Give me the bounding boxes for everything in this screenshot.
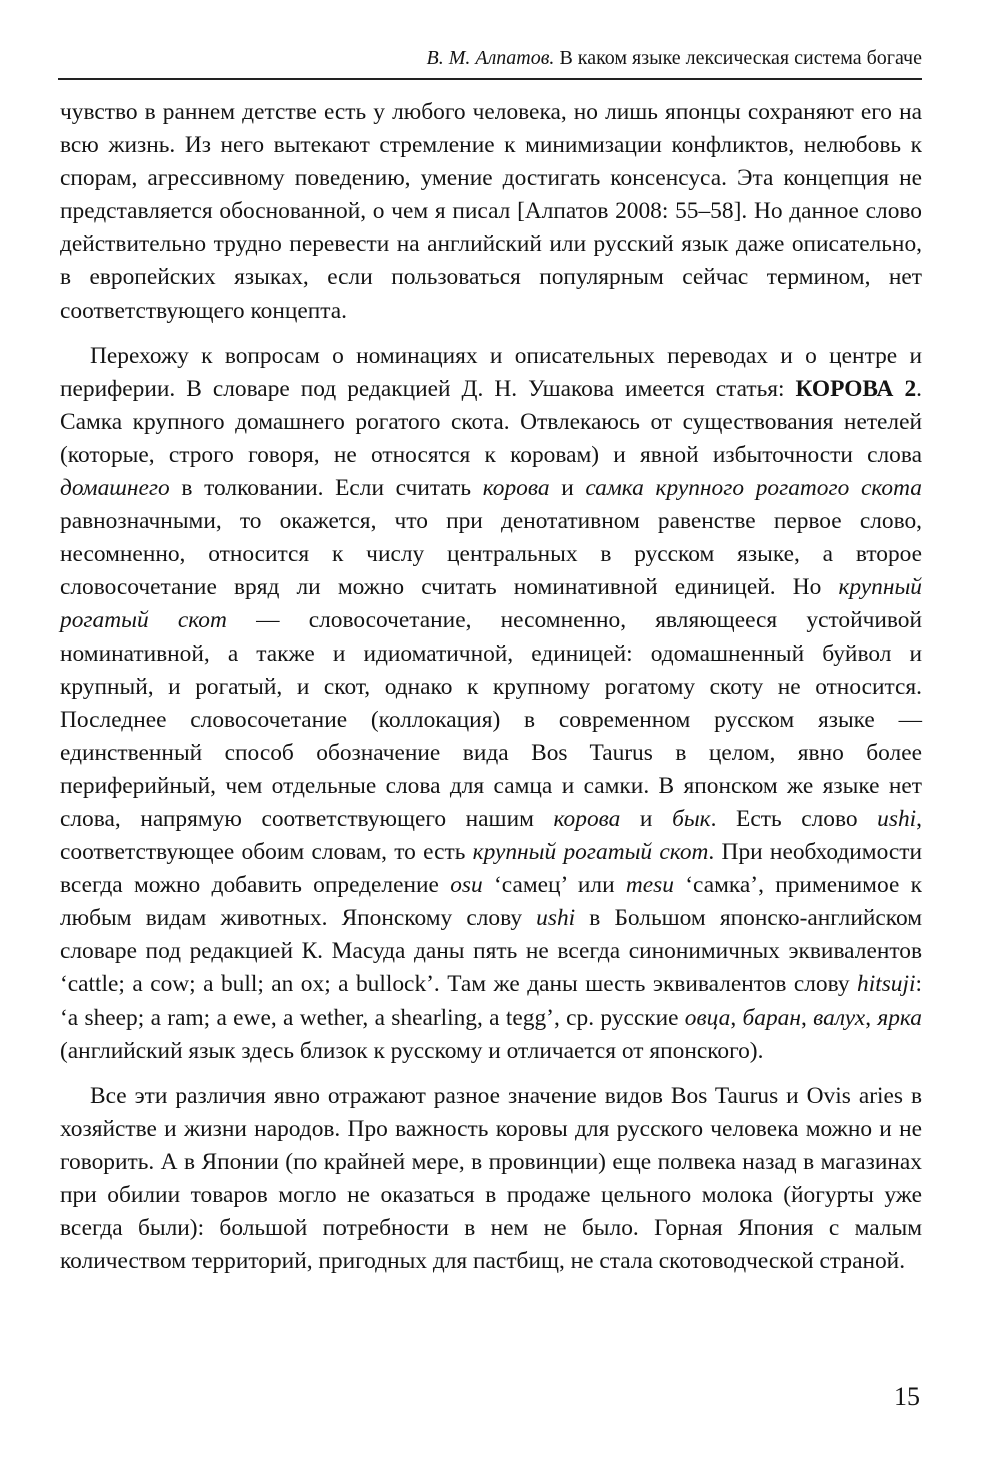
- p2-run: . Самка крупного домашнего рогатого скота. Отвлекаюсь от существования нетелей (которые, строго говоря, не относятся к коровам) и явной избыточности слова: [60, 375, 923, 468]
- p2-italic-term: osu: [450, 872, 483, 899]
- p2-italic-term: ushi: [536, 905, 576, 932]
- header-author: В. М. Алпатов.: [426, 47, 555, 69]
- p2-italic-term: hitsuji: [857, 971, 916, 998]
- p2-italic-term: валух: [813, 1004, 866, 1031]
- page-number: 15: [894, 1382, 920, 1411]
- p2-italic-term: крупный рогатый скот: [60, 574, 922, 634]
- p2-italic-term: ярка: [877, 1004, 922, 1031]
- p2-run: . При необходимости всегда можно добавить определение: [60, 839, 922, 899]
- paragraph-2: [60, 340, 922, 1068]
- p2-run: равнозначными, то окажется, что при денотативном равенстве первое слово, несомненно, относится к числу центральных в русском языке, а второе словосочетание вряд ли можно считать номинативной единицей. Но: [60, 508, 922, 601]
- p2-run: и: [620, 805, 673, 832]
- p2-italic-term: самка крупного рогатого скота: [585, 475, 922, 502]
- p2-italic-term: крупный рогатый скот: [472, 839, 709, 866]
- p2-run: в толковании. Если считать: [169, 475, 483, 502]
- p2-italic-term: овца: [684, 1004, 731, 1031]
- p2-italic-term: бык: [672, 805, 711, 832]
- p2-italic-term: баран: [742, 1004, 801, 1031]
- p2-run: и: [549, 475, 586, 502]
- paragraph-1: чувство в раннем детстве есть у любого человека, но лишь японцы сохраняют его на всю жизнь. Из него вытекают стремление к минимизации конфликтов, нелюбовь к спорам, агрессивному поведению, умение достигать консенсуса. Эта концепция не представляется обоснованной, о чем я писал [Алпатов 2008: 55–58]. Но данное слово действительно трудно перевести на английский или русский язык даже описательно, в европейских языках, если пользоваться популярным сейчас термином, нет соответствующего концепта.: [60, 99, 922, 324]
- p2-run: ‘самка’, применимое к любым видам животных. Японскому слову: [60, 872, 922, 932]
- body-text: [60, 96, 922, 1278]
- p2-run: ‘самец’ или: [482, 872, 626, 899]
- p2-italic-term: корова: [553, 805, 621, 832]
- p2-headword: КОРОВА 2: [795, 375, 917, 402]
- p2-run: , соответствующее обоим словам, то есть: [60, 805, 923, 866]
- p2-run: в Большом японско-английском словаре под редакцией К. Масуда даны пять не всегда синонимичных эквивалентов ‘cattle; a cow; a bull; an ox; a bullock’. Там же даны шесть эквивалентов слову: [60, 905, 922, 998]
- p2-italic-term: mesu: [625, 872, 674, 899]
- p2-run: . Есть слово: [710, 805, 878, 832]
- p2-run: ,: [800, 1004, 814, 1031]
- paragraph-3: Все эти различия явно отражают разное значение видов Bos Taurus и Ovis aries в хозяйстве и жизни народов. Про важность коровы для русского человека можно и не говорить. А в Японии (по крайней мере, в провинции) еще полвека назад в магазинах при обилии товаров могло не оказаться в продаже цельного молока (йогурты уже всегда были): большой потребности в нем не было. Горная Япония с малым количеством территорий, пригодных для пастбищ, не стала скотоводческой страной.: [60, 1082, 922, 1275]
- p2-italic-term: корова: [482, 475, 550, 502]
- p2-italic-term: домашнего: [60, 475, 170, 502]
- p2-run: (английский язык здесь близок к русскому и отличается от японского).: [60, 1037, 764, 1064]
- p2-run: ,: [730, 1004, 743, 1031]
- p2-run: ,: [865, 1004, 878, 1031]
- running-header: [58, 44, 922, 80]
- header-title: В каком языке лексическая система богаче: [559, 47, 922, 69]
- p2-run: Перехожу к вопросам о номинациях и описательных переводах и о центре и периферии. В словаре под редакцией Д. Н. Ушакова имеется статья:: [60, 342, 922, 402]
- p2-italic-term: ushi: [877, 805, 917, 832]
- p2-run: : ‘a sheep; a ram; a ewe, a wether, a shearling, a tegg’, ср. русские: [60, 971, 922, 1031]
- p2-run: — словосочетание, несомненно, являющееся устойчивой номинативной, а также и идиоматичной, единицей: одомашненный буйвол и крупный, и рогатый, и скот, однако к крупному рогатому скоту не относится. Последнее словосочетание (коллокация) в современном русском языке — единственный способ обозначение вида Bos Taurus в целом, явно более периферийный, чем отдельные слова для самца и самки. В японском же языке нет слова, напрямую соответствующего нашим: [60, 607, 922, 832]
